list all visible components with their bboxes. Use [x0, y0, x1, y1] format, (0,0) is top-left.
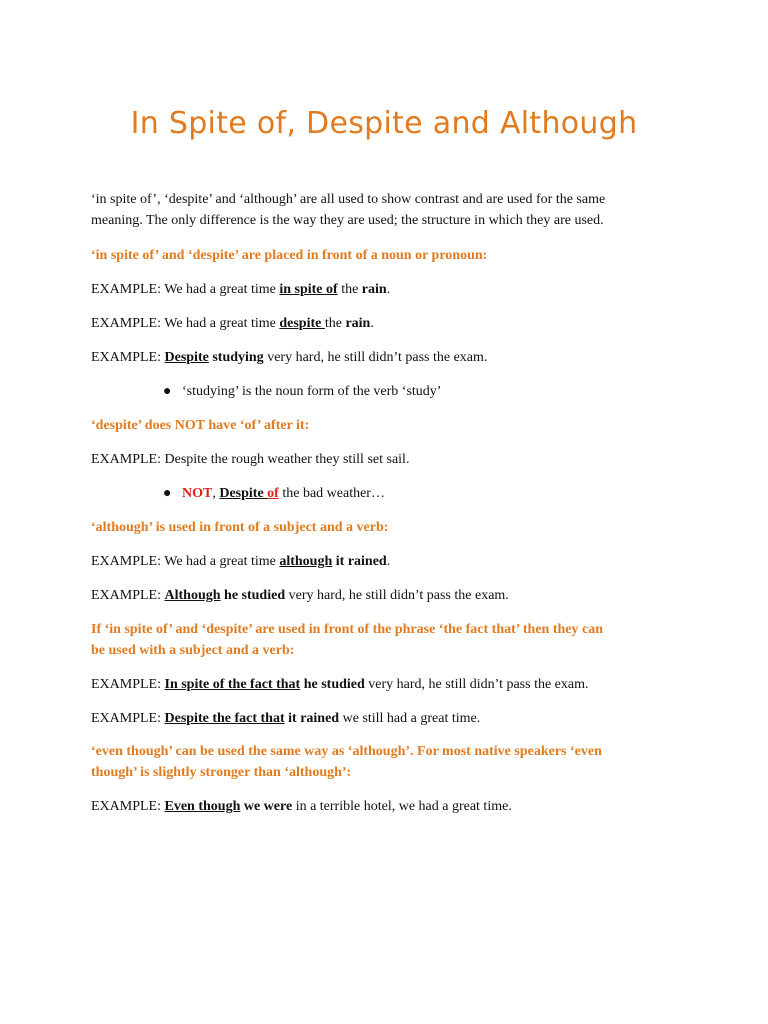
bullet-icon: ● — [163, 384, 172, 399]
example-7: EXAMPLE: In spite of the fact that he studied very hard, he still didn’t pass the exam. — [91, 677, 589, 692]
bullet-item-2: ● NOT, Despite of the bad weather… — [182, 483, 682, 504]
wrong-of: of — [267, 486, 279, 501]
rule-heading-5: ‘even though’ can be used the same way as ‘although’. For most native speakers ‘even though’ is slightly stronger than ‘although’: — [91, 744, 602, 780]
example-6: EXAMPLE: Although he studied very hard, he still didn’t pass the exam. — [91, 588, 509, 603]
intro-line-2: meaning. The only difference is the way they are used; the structure in which they are used. — [91, 213, 604, 228]
example-3-key: Despite — [164, 350, 209, 365]
bullet-icon: ● — [163, 486, 172, 501]
page-title: In Spite of, Despite and Although — [130, 106, 638, 141]
bullet-item-1: ● ‘studying’ is the noun form of the verb ‘study’ — [182, 381, 682, 402]
example-5: EXAMPLE: We had a great time although it rained. — [91, 554, 391, 569]
example-2-key: despite — [279, 316, 325, 331]
example-1: EXAMPLE: We had a great time in spite of the rain. — [91, 282, 391, 297]
example-2: EXAMPLE: We had a great time despite the rain. — [91, 316, 374, 331]
example-4: EXAMPLE: Despite the rough weather they still set sail. — [91, 452, 410, 467]
example-1-key: in spite of — [279, 282, 338, 297]
rule-heading-1: ‘in spite of’ and ‘despite’ are placed in front of a noun or pronoun: — [91, 248, 488, 263]
rule-heading-4: If ‘in spite of’ and ‘despite’ are used in front of the phrase ‘the fact that’ then they can be used with a subject and a verb: — [91, 622, 603, 658]
not-label: NOT — [182, 486, 213, 501]
intro-line-1: ‘in spite of’, ‘despite’ and ‘although’ are all used to show contrast and are used for the same — [91, 192, 606, 207]
example-8: EXAMPLE: Despite the fact that it rained we still had a great time. — [91, 711, 481, 726]
rule-heading-3: ‘although’ is used in front of a subject and a verb: — [91, 520, 389, 535]
intro-paragraph — [91, 189, 691, 231]
rule-heading-2: ‘despite’ does NOT have ‘of’ after it: — [91, 418, 310, 433]
example-3: EXAMPLE: Despite studying very hard, he still didn’t pass the exam. — [91, 350, 488, 365]
example-9: EXAMPLE: Even though we were in a terrible hotel, we had a great time. — [91, 799, 512, 814]
